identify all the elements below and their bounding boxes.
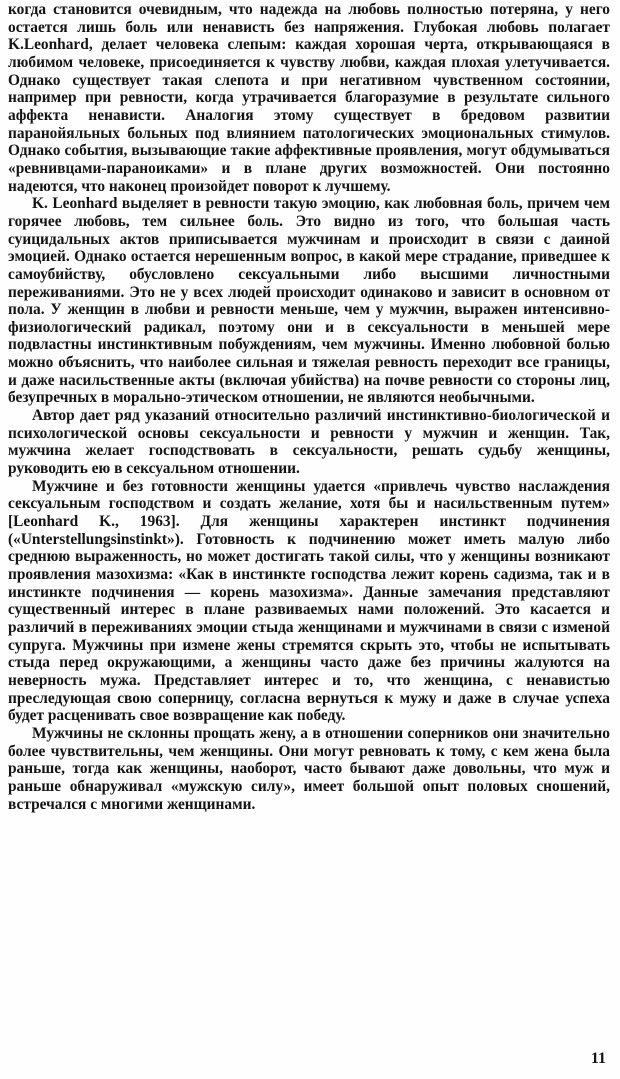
paragraph-3: Автор дает ряд указаний относительно различий инстинктивно-биологической и психологической основы сексуальности и ревности у мужчин и женщин. Так, мужчина желает господствовать в сексуальности, решать судьбу женщины, руководить ею в сексуальном отношении.	[8, 407, 610, 478]
paragraph-2: K. Leonhard выделяет в ревности такую эмоцию, как любовная боль, причем чем горячее любовь, тем сильнее боль. Это видно из того, что большая часть суицидальных актов приписывается мужчинам и происходит в связи с даиной эмоцией. Однако остается нерешенным вопрос, в какой мере страдание, приведшее к самоубийству, обусловлено сексуальными либо высшими личностными переживаниями. Это не у всех людей происходит одинаково и зависит в основном от пола. У женщин в любви и ревности меньше, чем у мужчин, выражен интенсивно-физиологический радикал, поэтому они и в сексуальности в меньшей мере подвластны инстинктивным побуждениям, чем мужчины. Именно любовной болью можно объяснить, что наиболее сильная и тяжелая ревность переходит все границы, и даже насильственные акты (включая убийства) на почве ревности со стороны лиц, безупречных в морально-этическом отношении, не являются необычными.	[8, 195, 610, 407]
paragraph-5: Мужчины не склонны прощать жену, а в отношении соперников они значительно более чувствительны, чем женщины. Они могут ревновать к тому, с кем жена была раньше, тогда как женщины, наоборот, часто бывают даже довольны, что муж и раньше обнаруживал «мужскую силу», имеет большой опыт половых сношений, встречался с многими женщинами.	[8, 724, 610, 813]
paragraph-4: Мужчине и без готовности женщины удается «привлечь чувство наслаждения сексуальным господством и создать желание, хотя бы и насильственным путем» [Leonhard K., 1963]. Для женщины характерен инстинкт подчинения («Unterstellungsinstinkt»). Готовность к подчинению может иметь малую либо среднюю выраженность, но может достигать такой силы, что у женщины возникают проявления мазохизма: «Как в инстинкте господства лежит корень садизма, так и в инстинкте подчинения — корень мазохизма». Данные замечания представляют существенный интерес в плане развиваемых нами положений. Это касается и различий в переживаниях эмоции стыда женщинами и мужчинами в связи с изменой супруга. Мужчины при измене жены стремятся скрыть это, чтобы не испытывать стыда перед окружающими, а женщины часто даже без причины жалуются на неверность мужа. Представляет интерес и то, что женщина, с ненавистью преследующая свою соперницу, согласна вернуться к мужу и даже в случае успеха будет расценивать свое возвращение как победу.	[8, 477, 610, 725]
page-number: 11	[590, 1050, 606, 1067]
body-text	[8, 1, 610, 813]
paragraph-1: когда становится очевидным, что надежда на любовь полностью потеряна, у него остается лишь боль или ненависть без напряжения. Глубокая любовь полагает K.Leonhard, делает человека слепым: каждая хорошая черта, открывающаяся в любимом человеке, присоединяется к чувству любви, каждая плохая улетучивается. Однако существует такая слепота и при негативном чувственном состоянии, например при ревности, когда утрачивается благоразумие в результате сильного аффекта ненависти. Аналогия этому существует в бредовом развитии паранойяльных больных под влиянием патологических эмоциональных стимулов. Однако события, вызывающие такие аффективные проявления, могут обдумываться «ревнивцами-параноиками» и в плане других возможностей. Они постоянно надеются, что наконец произойдет поворот к лучшему.	[8, 1, 610, 195]
